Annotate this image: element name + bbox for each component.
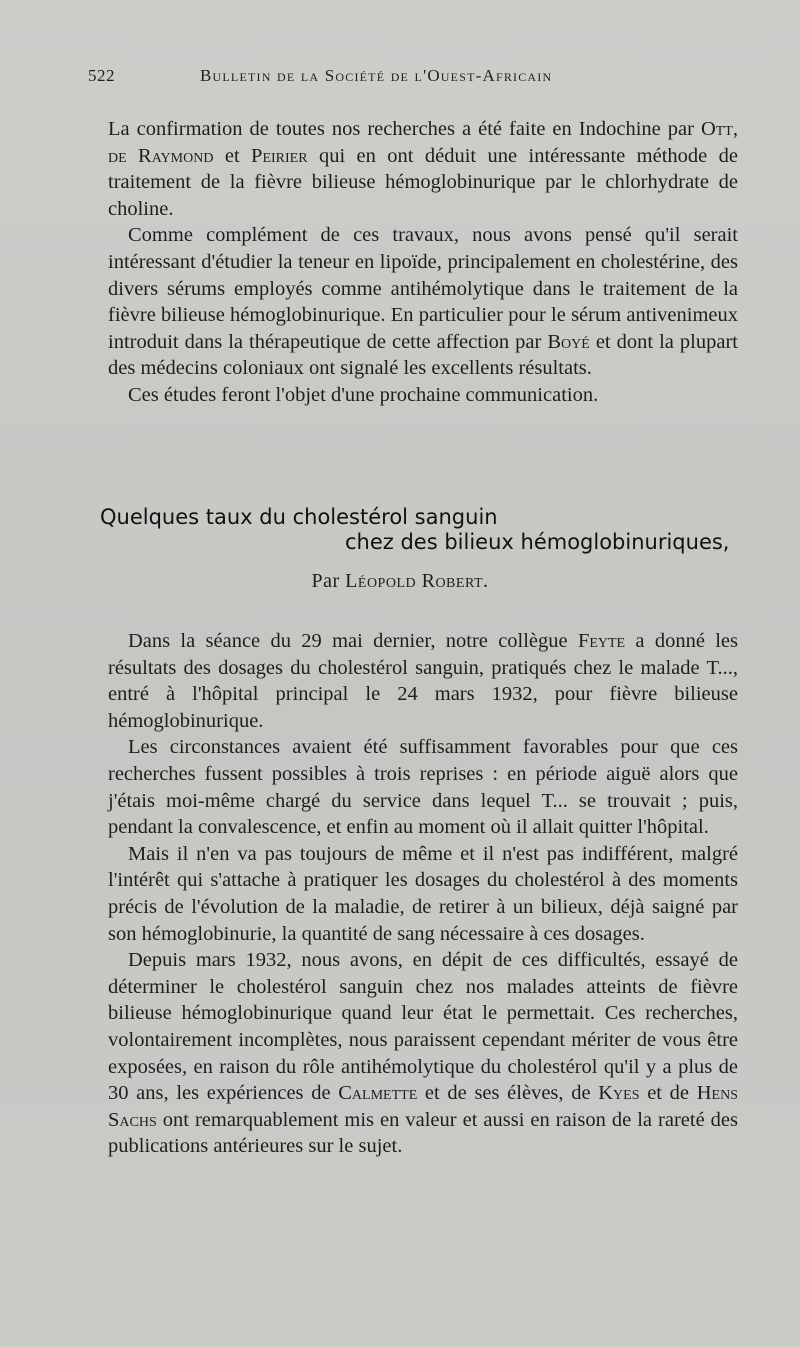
byline-author: Léopold Robert.	[345, 570, 489, 592]
article-title-line-1: Quelques taux du cholestérol sanguin	[100, 505, 498, 529]
author-name: Boyé	[547, 330, 590, 353]
running-title: Bulletin de la Société de l'Ouest-Africain	[200, 66, 553, 85]
text-run: a donné les résultats des dosages du cholestérol sanguin, pratiqués chez le malade T..., entré à l'hôpital principal le 24 mars 1932, pour fièvre bilieuse hémoglobinurique.	[108, 630, 738, 732]
article-body	[108, 628, 738, 1160]
text-run: La confirmation de toutes nos recherches a été faite en Indochine par	[108, 118, 701, 140]
author-name: Feyte	[577, 630, 626, 652]
text-run: et dont la plupart des médecins coloniaux ont signalé les excellents résultats.	[108, 330, 738, 380]
text-run: qui en ont déduit une intéressante méthode de traitement de la fièvre bilieuse hémoglobinurique par le chlorhydrate de choline.	[108, 144, 739, 220]
text-run: Depuis mars 1932, nous avons, en dépit de ces difficultés, essayé de déterminer le cholestérol sanguin chez nos malades atteints de fièvre bilieuse hémoglobinurique quand leur état le permettait. Ces recherches, volontairement incomplètes, nous paraissent cependant mériter de vous être exposées, en raison du rôle antihémolytique du cholestérol qu'il y a plus de 30 ans, les expériences de	[108, 949, 738, 1105]
byline	[0, 570, 800, 593]
text-run: ont remarquablement mis en valeur et aussi en raison de la rareté des publications antérieures sur le sujet.	[108, 1108, 738, 1158]
page-number: 522	[88, 66, 115, 85]
paragraph	[108, 116, 738, 222]
paragraph: Les circonstances avaient été suffisamment favorables pour que ces recherches fussent possibles à trois reprises : en période aiguë alors que j'étais moi-même chargé du service dans lequel T... se trouvait ; puis, pendant la convalescence, et enfin au moment où il allait quitter l'hôpital.	[108, 736, 738, 839]
paragraph: Ces études feront l'objet d'une prochaine communication.	[128, 383, 599, 406]
author-name: Peirier	[251, 144, 308, 167]
author-name: Calmette	[338, 1082, 418, 1105]
text-run: et	[213, 144, 252, 167]
author-name: Ott	[700, 118, 733, 140]
author-name: de Raymond	[108, 144, 214, 167]
text-run: et de	[639, 1082, 697, 1105]
text-run: et de ses élèves, de	[417, 1082, 599, 1105]
author-name: Hens Sachs	[108, 1082, 738, 1131]
paragraph	[108, 947, 738, 1160]
paragraph	[108, 628, 738, 734]
text-run: ,	[732, 118, 738, 140]
paragraph	[108, 222, 738, 382]
author-name: Kyes	[598, 1082, 640, 1105]
text-run: Comme complément de ces travaux, nous avons pensé qu'il serait intéressant d'étudier la teneur en lipoïde, principalement en cholestérine, des divers sérums employés comme antihémolytique dans le traitement de la fièvre bilieuse hémoglobinurique. En particulier pour le sérum antivenimeux introduit dans la thérapeutique de cette affection par	[108, 224, 738, 353]
paragraph: Mais il n'en va pas toujours de même et il n'est pas indifférent, malgré l'intérêt qui s'attache à pratiquer les dosages du cholestérol à des moments précis de l'évolution de la maladie, de retirer à un bilieux, déjà saigné par son hémoglobinurie, la quantité de sang nécessaire à ces dosages.	[108, 842, 738, 945]
byline-prefix: Par	[311, 570, 346, 592]
text-run: Dans la séance du 29 mai dernier, notre collègue	[128, 630, 578, 652]
intro-section	[108, 116, 738, 409]
article-title-line-2: chez des bilieux hémoglobinuriques,	[345, 530, 730, 554]
